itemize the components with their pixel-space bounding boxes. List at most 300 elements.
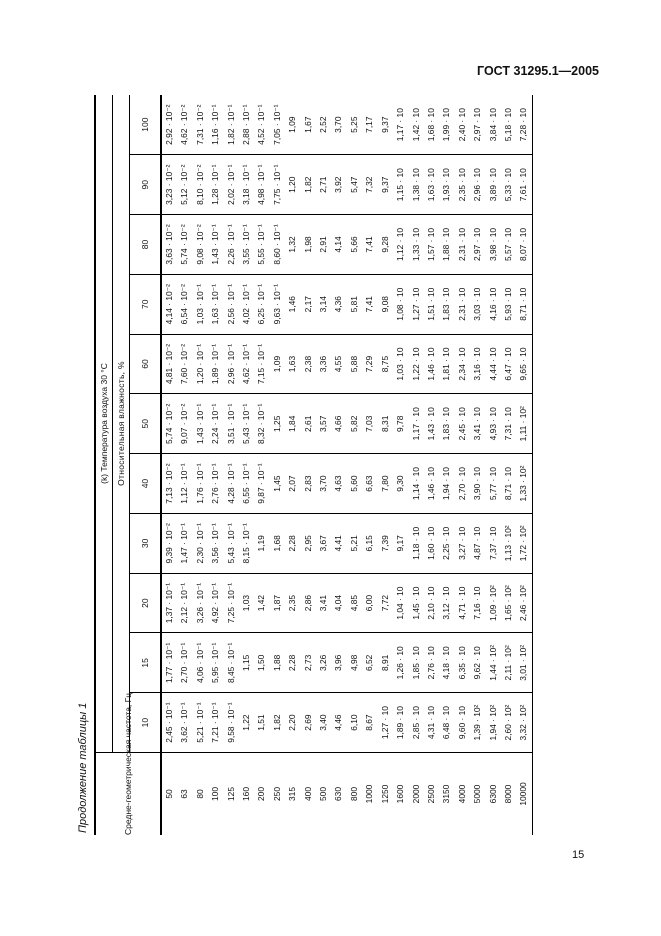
value-cell: 1,27 · 10 bbox=[409, 274, 424, 334]
value-cell: 1,46 · 10 bbox=[424, 454, 439, 514]
frequency-cell: 1600 bbox=[393, 753, 408, 836]
frequency-cell: 2000 bbox=[409, 753, 424, 836]
value-cell: 3,63 · 10⁻² bbox=[161, 215, 177, 275]
temperature-title: (k) Температура воздуха 30 °C bbox=[95, 95, 113, 753]
value-cell: 5,43 · 10⁻¹ bbox=[239, 394, 254, 454]
value-cell: 4,02 · 10⁻¹ bbox=[239, 274, 254, 334]
value-cell: 9,65 · 10 bbox=[516, 334, 532, 394]
value-cell: 7,41 bbox=[362, 215, 377, 275]
frequency-header: Средне-геометрическая частота, Гц bbox=[95, 753, 161, 836]
humidity-column-header: 90 bbox=[130, 155, 162, 215]
value-cell: 1,85 · 10 bbox=[409, 633, 424, 693]
value-cell: 1,83 · 10 bbox=[439, 394, 454, 454]
value-cell: 3,40 bbox=[316, 693, 331, 753]
value-cell: 1,63 bbox=[285, 334, 300, 394]
value-cell: 4,14 bbox=[331, 215, 346, 275]
value-cell: 3,98 · 10 bbox=[486, 215, 501, 275]
value-cell: 3,26 · 10⁻¹ bbox=[193, 573, 208, 633]
value-cell: 8,10 · 10⁻² bbox=[193, 155, 208, 215]
value-cell: 7,75 · 10⁻¹ bbox=[270, 155, 285, 215]
value-cell: 5,21 bbox=[347, 513, 362, 573]
value-cell: 7,31 · 10⁻² bbox=[193, 95, 208, 155]
value-cell: 1,93 · 10 bbox=[439, 155, 454, 215]
value-cell: 4,28 · 10⁻¹ bbox=[224, 454, 239, 514]
value-cell: 1,98 bbox=[301, 215, 316, 275]
value-cell: 1,68 bbox=[270, 513, 285, 573]
value-cell: 6,25 · 10⁻¹ bbox=[254, 274, 269, 334]
value-cell: 3,92 bbox=[331, 155, 346, 215]
frequency-cell: 160 bbox=[239, 753, 254, 836]
value-cell: 2,92 · 10⁻² bbox=[161, 95, 177, 155]
value-cell: 6,55 · 10⁻¹ bbox=[239, 454, 254, 514]
value-cell: 1,18 · 10 bbox=[409, 513, 424, 573]
value-cell: 1,63 · 10 bbox=[424, 155, 439, 215]
value-cell: 1,12 · 10⁻¹ bbox=[177, 454, 192, 514]
humidity-column-header: 50 bbox=[130, 394, 162, 454]
value-cell: 5,21 · 10⁻¹ bbox=[193, 693, 208, 753]
value-cell: 6,54 · 10⁻² bbox=[177, 274, 192, 334]
value-cell: 2,45 · 10⁻¹ bbox=[161, 693, 177, 753]
frequency-cell: 500 bbox=[316, 753, 331, 836]
value-cell: 8,31 bbox=[378, 394, 393, 454]
humidity-column-header: 30 bbox=[130, 513, 162, 573]
value-cell: 2,71 bbox=[316, 155, 331, 215]
table-row bbox=[470, 95, 485, 835]
value-cell: 8,60 · 10⁻¹ bbox=[270, 215, 285, 275]
table-row bbox=[516, 95, 532, 835]
value-cell: 2,70 · 10 bbox=[455, 454, 470, 514]
value-cell: 1,94 · 10 bbox=[439, 454, 454, 514]
value-cell: 5,60 bbox=[347, 454, 362, 514]
table-row bbox=[270, 95, 285, 835]
value-cell: 7,03 bbox=[362, 394, 377, 454]
value-cell: 4,63 bbox=[331, 454, 346, 514]
value-cell: 2,11 · 10² bbox=[501, 633, 516, 693]
value-cell: 1,60 · 10 bbox=[424, 513, 439, 573]
value-cell: 8,32 · 10⁻¹ bbox=[254, 394, 269, 454]
table-row bbox=[501, 95, 516, 835]
value-cell: 2,95 bbox=[301, 513, 316, 573]
value-cell: 2,31 · 10 bbox=[455, 274, 470, 334]
value-cell: 2,61 bbox=[301, 394, 316, 454]
value-cell: 1,44 · 10² bbox=[486, 633, 501, 693]
value-cell: 1,68 · 10 bbox=[424, 95, 439, 155]
value-cell: 5,95 · 10⁻¹ bbox=[208, 633, 223, 693]
value-cell: 7,72 bbox=[378, 573, 393, 633]
value-cell: 1,76 · 10⁻¹ bbox=[193, 454, 208, 514]
value-cell: 1,99 · 10 bbox=[439, 95, 454, 155]
value-cell: 1,77 · 10⁻¹ bbox=[161, 633, 177, 693]
value-cell: 3,57 bbox=[316, 394, 331, 454]
value-cell: 3,56 · 10⁻¹ bbox=[208, 513, 223, 573]
value-cell: 5,82 bbox=[347, 394, 362, 454]
value-cell: 1,15 bbox=[239, 633, 254, 693]
value-cell: 9,62 · 10 bbox=[470, 633, 485, 693]
table-row bbox=[316, 95, 331, 835]
value-cell: 1,87 bbox=[270, 573, 285, 633]
value-cell: 1,81 · 10 bbox=[439, 334, 454, 394]
frequency-cell: 315 bbox=[285, 753, 300, 836]
value-cell: 1,28 · 10⁻¹ bbox=[208, 155, 223, 215]
value-cell: 1,42 · 10 bbox=[409, 95, 424, 155]
table-row bbox=[224, 95, 239, 835]
value-cell: 5,66 bbox=[347, 215, 362, 275]
value-cell: 9,37 bbox=[378, 155, 393, 215]
value-cell: 7,16 · 10 bbox=[470, 573, 485, 633]
value-cell: 7,13 · 10⁻² bbox=[161, 454, 177, 514]
standard-number: ГОСТ 31295.1—2005 bbox=[477, 64, 599, 78]
rotated-table-block bbox=[72, 95, 527, 835]
table-row bbox=[486, 95, 501, 835]
table-row bbox=[177, 95, 192, 835]
value-cell: 7,28 · 10 bbox=[516, 95, 532, 155]
value-cell: 3,70 bbox=[331, 95, 346, 155]
value-cell: 5,43 · 10⁻¹ bbox=[224, 513, 239, 573]
value-cell: 8,91 bbox=[378, 633, 393, 693]
value-cell: 5,47 bbox=[347, 155, 362, 215]
table-row bbox=[393, 95, 408, 835]
page-number: 15 bbox=[572, 849, 585, 861]
value-cell: 3,03 · 10 bbox=[470, 274, 485, 334]
value-cell: 1,82 bbox=[270, 693, 285, 753]
value-cell: 2,97 · 10 bbox=[470, 215, 485, 275]
value-cell: 1,39 · 10² bbox=[470, 693, 485, 753]
value-cell: 1,03 · 10 bbox=[393, 334, 408, 394]
value-cell: 6,00 bbox=[362, 573, 377, 633]
value-cell: 1,89 · 10⁻¹ bbox=[208, 334, 223, 394]
value-cell: 1,43 · 10⁻¹ bbox=[193, 394, 208, 454]
frequency-cell: 10000 bbox=[516, 753, 532, 836]
value-cell: 2,86 bbox=[301, 573, 316, 633]
value-cell: 1,26 · 10 bbox=[393, 633, 408, 693]
value-cell: 1,57 · 10 bbox=[424, 215, 439, 275]
value-cell: 2,20 bbox=[285, 693, 300, 753]
value-cell: 4,44 · 10 bbox=[486, 334, 501, 394]
value-cell: 2,88 · 10⁻¹ bbox=[239, 95, 254, 155]
value-cell: 6,47 · 10 bbox=[501, 334, 516, 394]
value-cell: 3,41 · 10 bbox=[470, 394, 485, 454]
value-cell: 7,05 · 10⁻¹ bbox=[270, 95, 285, 155]
value-cell: 1,22 · 10 bbox=[409, 334, 424, 394]
value-cell: 1,17 · 10 bbox=[409, 394, 424, 454]
value-cell: 9,30 bbox=[393, 454, 408, 514]
value-cell: 4,46 bbox=[331, 693, 346, 753]
value-cell: 1,33 · 10 bbox=[409, 215, 424, 275]
frequency-cell: 63 bbox=[177, 753, 192, 836]
value-cell: 8,45 · 10⁻¹ bbox=[224, 633, 239, 693]
value-cell: 4,14 · 10⁻² bbox=[161, 274, 177, 334]
value-cell: 9,78 bbox=[393, 394, 408, 454]
value-cell: 4,81 · 10⁻² bbox=[161, 334, 177, 394]
value-cell: 1,15 · 10 bbox=[393, 155, 408, 215]
humidity-column-header: 40 bbox=[130, 454, 162, 514]
value-cell: 2,17 bbox=[301, 274, 316, 334]
value-cell: 1,09 · 10² bbox=[486, 573, 501, 633]
value-cell: 1,09 bbox=[270, 334, 285, 394]
value-cell: 6,48 · 10 bbox=[439, 693, 454, 753]
value-cell: 2,52 bbox=[316, 95, 331, 155]
value-cell: 1,37 · 10⁻¹ bbox=[161, 573, 177, 633]
value-cell: 5,74 · 10⁻² bbox=[161, 394, 177, 454]
value-cell: 3,41 bbox=[316, 573, 331, 633]
value-cell: 1,51 · 10 bbox=[424, 274, 439, 334]
value-cell: 1,82 bbox=[301, 155, 316, 215]
value-cell: 1,45 bbox=[270, 454, 285, 514]
value-cell: 3,51 · 10⁻¹ bbox=[224, 394, 239, 454]
value-cell: 9,17 bbox=[393, 513, 408, 573]
value-cell: 3,55 · 10⁻¹ bbox=[239, 215, 254, 275]
frequency-cell: 80 bbox=[193, 753, 208, 836]
value-cell: 7,29 bbox=[362, 334, 377, 394]
value-cell: 4,66 bbox=[331, 394, 346, 454]
value-cell: 7,25 · 10⁻¹ bbox=[224, 573, 239, 633]
frequency-cell: 100 bbox=[208, 753, 223, 836]
value-cell: 7,61 · 10 bbox=[516, 155, 532, 215]
humidity-header: Относительная влажность, % bbox=[113, 95, 130, 753]
value-cell: 9,28 bbox=[378, 215, 393, 275]
value-cell: 1,20 bbox=[285, 155, 300, 215]
value-cell: 2,60 · 10² bbox=[501, 693, 516, 753]
value-cell: 7,37 · 10 bbox=[486, 513, 501, 573]
value-cell: 9,08 bbox=[378, 274, 393, 334]
value-cell: 2,76 · 10 bbox=[424, 633, 439, 693]
value-cell: 3,84 · 10 bbox=[486, 95, 501, 155]
value-cell: 1,27 · 10 bbox=[378, 693, 393, 753]
humidity-column-header: 100 bbox=[130, 95, 162, 155]
value-cell: 7,21 · 10⁻¹ bbox=[208, 693, 223, 753]
value-cell: 3,16 · 10 bbox=[470, 334, 485, 394]
frequency-cell: 50 bbox=[161, 753, 177, 836]
frequency-cell: 800 bbox=[347, 753, 362, 836]
value-cell: 2,28 bbox=[285, 513, 300, 573]
value-cell: 9,39 · 10⁻² bbox=[161, 513, 177, 573]
value-cell: 2,38 bbox=[301, 334, 316, 394]
value-cell: 2,10 · 10 bbox=[424, 573, 439, 633]
value-cell: 6,10 bbox=[347, 693, 362, 753]
value-cell: 2,69 bbox=[301, 693, 316, 753]
frequency-cell: 1000 bbox=[362, 753, 377, 836]
value-cell: 1,67 bbox=[301, 95, 316, 155]
value-cell: 4,04 bbox=[331, 573, 346, 633]
table-row bbox=[254, 95, 269, 835]
value-cell: 2,35 bbox=[285, 573, 300, 633]
value-cell: 2,12 · 10⁻¹ bbox=[177, 573, 192, 633]
value-cell: 2,26 · 10⁻¹ bbox=[224, 215, 239, 275]
value-cell: 4,62 · 10⁻² bbox=[177, 95, 192, 155]
humidity-column-header: 10 bbox=[130, 693, 162, 753]
value-cell: 1,32 bbox=[285, 215, 300, 275]
value-cell: 1,82 · 10⁻¹ bbox=[224, 95, 239, 155]
value-cell: 1,17 · 10 bbox=[393, 95, 408, 155]
value-cell: 1,63 · 10⁻¹ bbox=[208, 274, 223, 334]
value-cell: 7,39 bbox=[378, 513, 393, 573]
value-cell: 2,02 · 10⁻¹ bbox=[224, 155, 239, 215]
value-cell: 1,33 · 10² bbox=[516, 454, 532, 514]
frequency-cell: 6300 bbox=[486, 753, 501, 836]
humidity-column-header: 20 bbox=[130, 573, 162, 633]
frequency-cell: 2500 bbox=[424, 753, 439, 836]
value-cell: 3,36 bbox=[316, 334, 331, 394]
value-cell: 2,40 · 10 bbox=[455, 95, 470, 155]
value-cell: 2,96 · 10⁻¹ bbox=[224, 334, 239, 394]
value-cell: 9,58 · 10⁻¹ bbox=[224, 693, 239, 753]
value-cell: 1,88 · 10 bbox=[439, 215, 454, 275]
value-cell: 7,32 bbox=[362, 155, 377, 215]
value-cell: 2,30 · 10⁻¹ bbox=[193, 513, 208, 573]
value-cell: 2,96 · 10 bbox=[470, 155, 485, 215]
value-cell: 1,20 · 10⁻¹ bbox=[193, 334, 208, 394]
value-cell: 2,70 · 10⁻¹ bbox=[177, 633, 192, 693]
table-row bbox=[285, 95, 300, 835]
frequency-cell: 200 bbox=[254, 753, 269, 836]
value-cell: 2,07 bbox=[285, 454, 300, 514]
value-cell: 4,55 bbox=[331, 334, 346, 394]
table-row bbox=[424, 95, 439, 835]
value-cell: 5,88 bbox=[347, 334, 362, 394]
value-cell: 9,37 bbox=[378, 95, 393, 155]
value-cell: 2,83 bbox=[301, 454, 316, 514]
value-cell: 1,65 · 10² bbox=[501, 573, 516, 633]
value-cell: 3,62 · 10⁻¹ bbox=[177, 693, 192, 753]
value-cell: 5,12 · 10⁻² bbox=[177, 155, 192, 215]
value-cell: 1,03 bbox=[239, 573, 254, 633]
value-cell: 3,18 · 10⁻¹ bbox=[239, 155, 254, 215]
value-cell: 6,35 · 10 bbox=[455, 633, 470, 693]
value-cell: 8,67 bbox=[362, 693, 377, 753]
table-caption: Продолжение таблицы 1 bbox=[77, 702, 89, 833]
table-row bbox=[193, 95, 208, 835]
value-cell: 4,98 bbox=[347, 633, 362, 693]
value-cell: 1,47 · 10⁻¹ bbox=[177, 513, 192, 573]
value-cell: 3,70 bbox=[316, 454, 331, 514]
value-cell: 6,15 bbox=[362, 513, 377, 573]
value-cell: 8,75 bbox=[378, 334, 393, 394]
value-cell: 8,71 · 10 bbox=[516, 274, 532, 334]
value-cell: 1,45 · 10 bbox=[409, 573, 424, 633]
value-cell: 4,92 · 10⁻¹ bbox=[208, 573, 223, 633]
frequency-cell: 400 bbox=[301, 753, 316, 836]
humidity-column-header: 60 bbox=[130, 334, 162, 394]
value-cell: 2,56 · 10⁻¹ bbox=[224, 274, 239, 334]
humidity-column-header: 80 bbox=[130, 215, 162, 275]
value-cell: 1,04 · 10 bbox=[393, 573, 408, 633]
value-cell: 2,76 · 10⁻¹ bbox=[208, 454, 223, 514]
value-cell: 4,36 bbox=[331, 274, 346, 334]
value-cell: 1,43 · 10 bbox=[424, 394, 439, 454]
value-cell: 5,57 · 10 bbox=[501, 215, 516, 275]
table-row bbox=[161, 95, 177, 835]
value-cell: 4,62 · 10⁻¹ bbox=[239, 334, 254, 394]
value-cell: 3,23 · 10⁻² bbox=[161, 155, 177, 215]
value-cell: 3,27 · 10 bbox=[455, 513, 470, 573]
table-row bbox=[409, 95, 424, 835]
value-cell: 3,01 · 10² bbox=[516, 633, 532, 693]
table-row bbox=[301, 95, 316, 835]
value-cell: 1,51 bbox=[254, 693, 269, 753]
frequency-cell: 3150 bbox=[439, 753, 454, 836]
table-row bbox=[455, 95, 470, 835]
value-cell: 1,38 · 10 bbox=[409, 155, 424, 215]
value-cell: 1,03 · 10⁻¹ bbox=[193, 274, 208, 334]
value-cell: 8,07 · 10 bbox=[516, 215, 532, 275]
value-cell: 3,26 bbox=[316, 633, 331, 693]
frequency-cell: 250 bbox=[270, 753, 285, 836]
value-cell: 9,08 · 10⁻² bbox=[193, 215, 208, 275]
table-row bbox=[208, 95, 223, 835]
value-cell: 1,88 bbox=[270, 633, 285, 693]
value-cell: 7,80 bbox=[378, 454, 393, 514]
value-cell: 3,96 bbox=[331, 633, 346, 693]
value-cell: 2,25 · 10 bbox=[439, 513, 454, 573]
value-cell: 1,09 bbox=[285, 95, 300, 155]
frequency-cell: 8000 bbox=[501, 753, 516, 836]
value-cell: 1,43 · 10⁻¹ bbox=[208, 215, 223, 275]
value-cell: 2,35 · 10 bbox=[455, 155, 470, 215]
value-cell: 3,32 · 10² bbox=[516, 693, 532, 753]
humidity-column-header: 70 bbox=[130, 274, 162, 334]
value-cell: 6,63 bbox=[362, 454, 377, 514]
value-cell: 1,72 · 10² bbox=[516, 513, 532, 573]
frequency-cell: 630 bbox=[331, 753, 346, 836]
value-cell: 2,85 · 10 bbox=[409, 693, 424, 753]
value-cell: 4,06 · 10⁻¹ bbox=[193, 633, 208, 693]
value-cell: 1,83 · 10 bbox=[439, 274, 454, 334]
value-cell: 2,91 bbox=[316, 215, 331, 275]
value-cell: 7,17 bbox=[362, 95, 377, 155]
value-cell: 3,90 · 10 bbox=[470, 454, 485, 514]
value-cell: 1,89 · 10 bbox=[393, 693, 408, 753]
value-cell: 3,14 bbox=[316, 274, 331, 334]
value-cell: 3,12 · 10 bbox=[439, 573, 454, 633]
value-cell: 4,18 · 10 bbox=[439, 633, 454, 693]
value-cell: 2,73 bbox=[301, 633, 316, 693]
table-row bbox=[378, 95, 393, 835]
value-cell: 4,16 · 10 bbox=[486, 274, 501, 334]
value-cell: 1,84 bbox=[285, 394, 300, 454]
value-cell: 5,81 bbox=[347, 274, 362, 334]
value-cell: 3,89 · 10 bbox=[486, 155, 501, 215]
value-cell: 2,28 bbox=[285, 633, 300, 693]
value-cell: 4,71 · 10 bbox=[455, 573, 470, 633]
value-cell: 5,77 · 10 bbox=[486, 454, 501, 514]
table-row bbox=[331, 95, 346, 835]
value-cell: 6,52 bbox=[362, 633, 377, 693]
table-row bbox=[347, 95, 362, 835]
frequency-cell: 5000 bbox=[470, 753, 485, 836]
value-cell: 4,41 bbox=[331, 513, 346, 573]
value-cell: 1,14 · 10 bbox=[409, 454, 424, 514]
value-cell: 7,15 · 10⁻¹ bbox=[254, 334, 269, 394]
value-cell: 5,25 bbox=[347, 95, 362, 155]
value-cell: 1,16 · 10⁻¹ bbox=[208, 95, 223, 155]
humidity-column-header: 15 bbox=[130, 633, 162, 693]
value-cell: 1,19 bbox=[254, 513, 269, 573]
value-cell: 7,31 · 10 bbox=[501, 394, 516, 454]
frequency-cell: 1250 bbox=[378, 753, 393, 836]
value-cell: 2,46 · 10² bbox=[516, 573, 532, 633]
value-cell: 2,34 · 10 bbox=[455, 334, 470, 394]
attenuation-table bbox=[94, 95, 533, 835]
value-cell: 1,13 · 10² bbox=[501, 513, 516, 573]
value-cell: 4,98 · 10⁻¹ bbox=[254, 155, 269, 215]
value-cell: 1,46 · 10 bbox=[424, 334, 439, 394]
table-row bbox=[439, 95, 454, 835]
table-row bbox=[239, 95, 254, 835]
value-cell: 4,85 bbox=[347, 573, 362, 633]
value-cell: 3,67 bbox=[316, 513, 331, 573]
table-row bbox=[362, 95, 377, 835]
value-cell: 4,93 · 10 bbox=[486, 394, 501, 454]
